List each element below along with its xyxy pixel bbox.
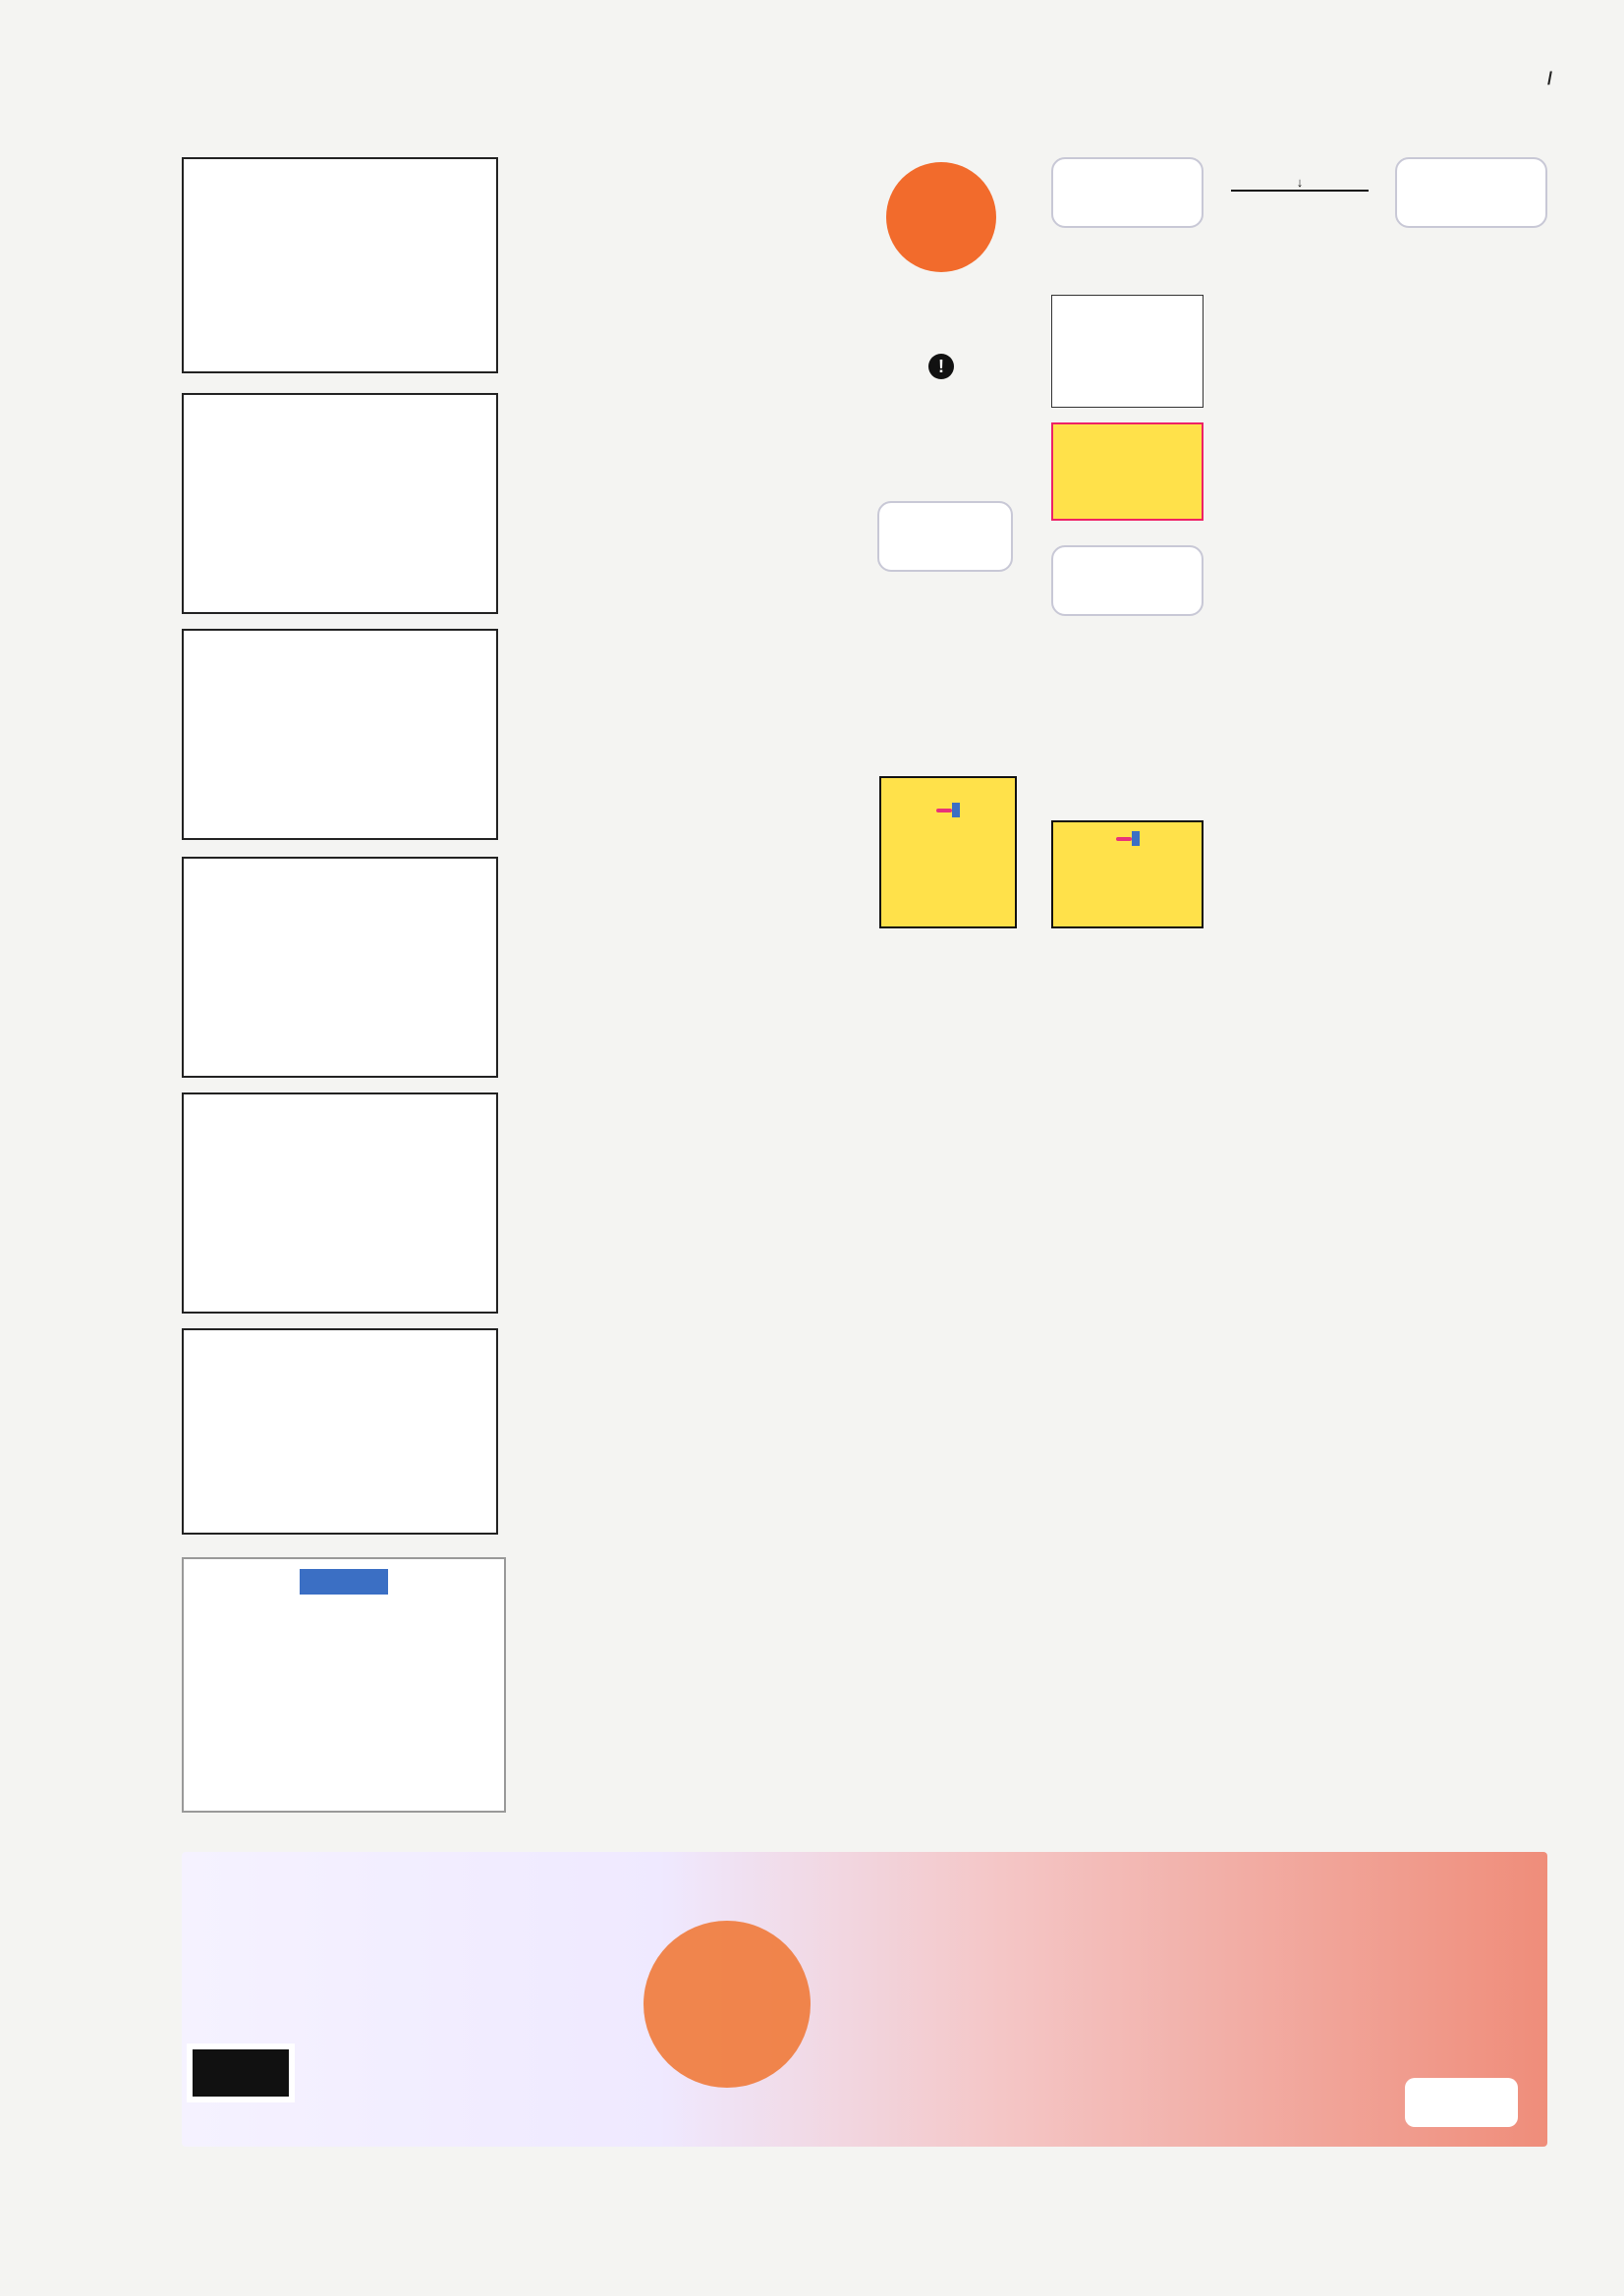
sesi-logo — [300, 1569, 388, 1595]
warning-icon: ! — [928, 354, 954, 379]
classi-banner — [182, 1852, 1547, 2147]
tag-comercio[interactable] — [1051, 545, 1204, 616]
ad-analista-contabil — [1051, 668, 1204, 806]
sesi-aviso-selecao — [182, 1557, 506, 1813]
person-on-beanbag-illustration — [644, 1921, 811, 2088]
popular-logo — [1132, 831, 1140, 846]
classi-logo — [1405, 2078, 1518, 2127]
section-head-comercio — [1231, 175, 1369, 192]
promo-classificados[interactable] — [1051, 820, 1204, 928]
promo-aqui-seu-negocio[interactable] — [879, 776, 1017, 928]
pregao-srp-006 — [182, 1328, 498, 1535]
tag-escritorio[interactable] — [1051, 157, 1204, 228]
popular-logo — [952, 803, 960, 817]
page-header — [0, 69, 1552, 89]
edital-convocacao-ago — [182, 393, 498, 614]
classi-logo — [936, 809, 952, 812]
extrato-aditivo-042 — [182, 857, 498, 1078]
pregao-srp-005 — [182, 1092, 498, 1314]
section-number-badge — [886, 162, 996, 272]
ad-escritorio-contabilidade — [1051, 295, 1204, 408]
ad-estagiaria — [1051, 422, 1204, 521]
aviso-credenciamento-002 — [182, 629, 498, 840]
arrow-down-icon: ↓ — [1296, 175, 1304, 190]
extrato-aditivo-210 — [182, 157, 498, 373]
tag-domesticos[interactable] — [877, 501, 1013, 572]
header-separator: / — [1546, 69, 1552, 88]
qr-code-icon[interactable] — [187, 2044, 295, 2102]
tag-construcao[interactable] — [1395, 157, 1547, 228]
classi-logo — [1116, 837, 1132, 841]
